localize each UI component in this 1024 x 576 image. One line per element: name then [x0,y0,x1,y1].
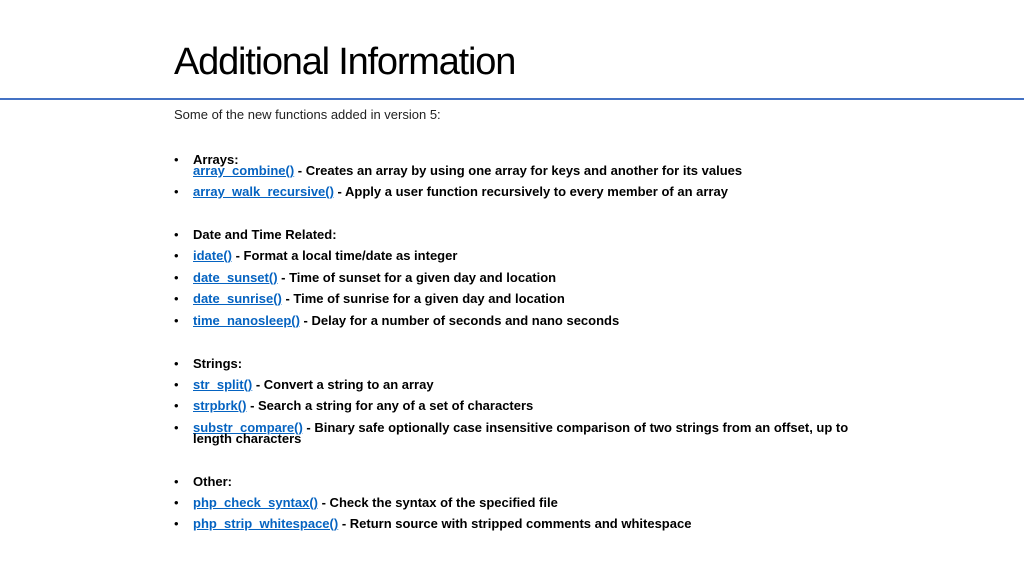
list-heading-label: Strings: [193,356,243,371]
function-description: - Apply a user function recursively to every member of an array [333,184,728,199]
bullet-icon: • [174,495,179,510]
function-description: - Check the syntax of the specified file [318,495,558,510]
list-heading-label: Arrays: [193,152,239,167]
function-description: - Binary safe optionally case insensitive comparison of two strings from an offset, up to [302,420,849,435]
function-link-date-sunrise[interactable]: date_sunrise() [193,291,282,306]
function-description: - Creates an array by using one array for keys and another for its values [294,163,743,178]
bullet-icon: • [174,184,179,199]
bullet-icon: • [174,516,179,531]
function-link-strpbrk[interactable]: strpbrk() [193,398,247,413]
bullet-icon: • [174,270,179,285]
list-heading-label: Other: [193,474,232,489]
bullet-icon: • [174,248,179,263]
intro-text: Some of the new functions added in version 5: [174,107,441,122]
bullet-icon: • [174,152,179,167]
function-description: - Return source with stripped comments and whitespace [338,516,692,531]
bullet-icon: • [174,356,179,371]
slide-title: Additional Information [174,41,516,83]
function-description-continued: length characters [193,431,302,446]
function-link-str-split[interactable]: str_split() [193,377,253,392]
function-link-time-nanosleep[interactable]: time_nanosleep() [193,313,300,328]
function-description: - Delay for a number of seconds and nano seconds [299,313,620,328]
bullet-icon: • [174,313,179,328]
bullet-icon: • [174,474,179,489]
bullet-icon: • [174,420,179,435]
function-description: - Time of sunrise for a given day and location [281,291,565,306]
function-link-array-walk-recursive[interactable]: array_walk_recursive() [193,184,334,199]
bullet-icon: • [174,398,179,413]
function-link-array-combine[interactable]: array_combine() [193,163,295,178]
function-link-idate[interactable]: idate() [193,248,232,263]
function-link-substr-compare[interactable]: substr_compare() [193,420,303,435]
function-description: - Time of sunset for a given day and location [277,270,557,285]
title-divider [0,98,1024,100]
function-link-php-check-syntax[interactable]: php_check_syntax() [193,495,318,510]
function-link-date-sunset[interactable]: date_sunset() [193,270,278,285]
function-description: - Convert a string to an array [252,377,434,392]
bullet-icon: • [174,377,179,392]
bullet-icon: • [174,227,179,242]
bullet-icon: • [174,291,179,306]
function-link-php-strip-whitespace[interactable]: php_strip_whitespace() [193,516,339,531]
function-description: - Search a string for any of a set of characters [246,398,534,413]
list-heading-label: Date and Time Related: [193,227,337,242]
function-description: - Format a local time/date as integer [232,248,458,263]
